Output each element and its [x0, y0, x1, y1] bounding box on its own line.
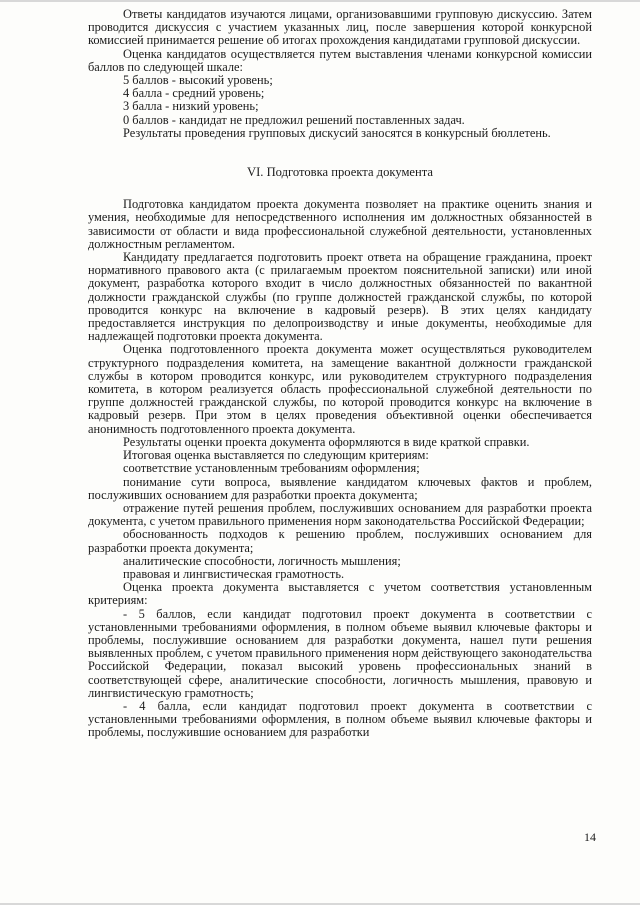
paragraph: правовая и лингвистическая грамотность.	[123, 566, 345, 581]
paragraph: обоснованность подходов к решению проблем, послуживших основанием для разработки проекта документа;	[88, 527, 592, 555]
paragraph: Кандидату предлагается подготовить проект ответа на обращение гражданина, проект нормативного правового акта (с прилагаемым проектом пояснительной записки) или иной документ, разработка которого входит в число должностных обязанностей по вакантной должности гражданской службы (по группе должностей гражданской службы, по которой проводится конкурс на включение в кадровый резерв). В этих целях кандидату предоставляется инструкция по делопроизводству и иные документы, необходимые для надлежащей подготовки проекта документа.	[88, 250, 592, 344]
list-item: 0 баллов - кандидат не предложил решений поставленных задач.	[123, 112, 465, 127]
paragraph: Оценка проекта документа выставляется с учетом соответствия установленным критериям:	[88, 580, 592, 608]
list-item: 5 баллов - высокий уровень;	[123, 73, 273, 88]
paragraph: соответствие установленным требованиям оформления;	[123, 461, 420, 476]
paragraph: понимание сути вопроса, выявление кандидатом ключевых фактов и проблем, послуживших основанием для разработки проекта документа;	[88, 474, 592, 502]
list-item: 4 балла - средний уровень;	[123, 86, 265, 101]
list-item: 3 балла - низкий уровень;	[123, 99, 259, 114]
paragraph: Оценка подготовленного проекта документа может осуществляться руководителем структурного подразделения комитета, на замещение вакантной должности гражданской службы в котором проводится конкурс, или руководителем структурного подразделения комитета, в котором реализуется область профессиональной служебной деятельности по группе должностей гражданской службы, по которой проводится конкурс на включение в кадровый резерв. При этом в целях проведения объективной оценки обеспечивается анонимность подготовленного проекта документа.	[88, 342, 592, 436]
paragraph: Ответы кандидатов изучаются лицами, организовавшими групповую дискуссию. Затем проводится дискуссия с участием указанных лиц, после завершения которой конкурсной комиссией принимается решение об итогах прохождения кандидатами групповой дискуссии.	[88, 7, 592, 48]
paragraph: Итоговая оценка выставляется по следующим критериям:	[123, 448, 429, 463]
section-heading: VI. Подготовка проекта документа	[247, 165, 433, 180]
paragraph: отражение путей решения проблем, послуживших основанием для разработки проекта документа, с учетом правильного применения норм законодательства Российской Федерации;	[88, 500, 592, 529]
document-body	[88, 8, 592, 740]
paragraph: аналитические способности, логичность мышления;	[123, 553, 401, 568]
paragraph: - 5 баллов, если кандидат подготовил проект документа в соответствии с установленными требованиями оформления, в полном объеме выявил ключевые факторы и проблемы, послужившие основанием для разработки документа, нашел пути решения выявленных проблем, с учетом правильного применения норм действующего законодательства Российской Федерации, показал высокий уровень профессиональных знаний в соответствующей сфере, аналитические способности, логичность мышления, правовую и лингвистическую грамотность;	[88, 606, 592, 700]
paragraph: Подготовка кандидатом проекта документа позволяет на практике оценить знания и умения, необходимые для непосредственного исполнения им должностных обязанностей в зависимости от области и вида профессиональной служебной деятельности, установленных должностным регламентом.	[88, 197, 592, 251]
paragraph: Результаты оценки проекта документа оформляются в виде краткой справки.	[123, 434, 530, 449]
paragraph: Результаты проведения групповых дискусий заносятся в конкурсный бюллетень.	[123, 125, 551, 140]
paragraph: Оценка кандидатов осуществляется путем выставления членами конкурсной комиссии баллов по следующей шкале:	[88, 46, 592, 74]
paragraph: - 4 балла, если кандидат подготовил проект документа в соответствии с установленными требованиями оформления, в полном объеме выявил ключевые факторы и проблемы, послужившие основанием для разработки	[88, 698, 592, 740]
page-number: 14	[584, 830, 596, 844]
scan-top-edge	[0, 0, 640, 2]
